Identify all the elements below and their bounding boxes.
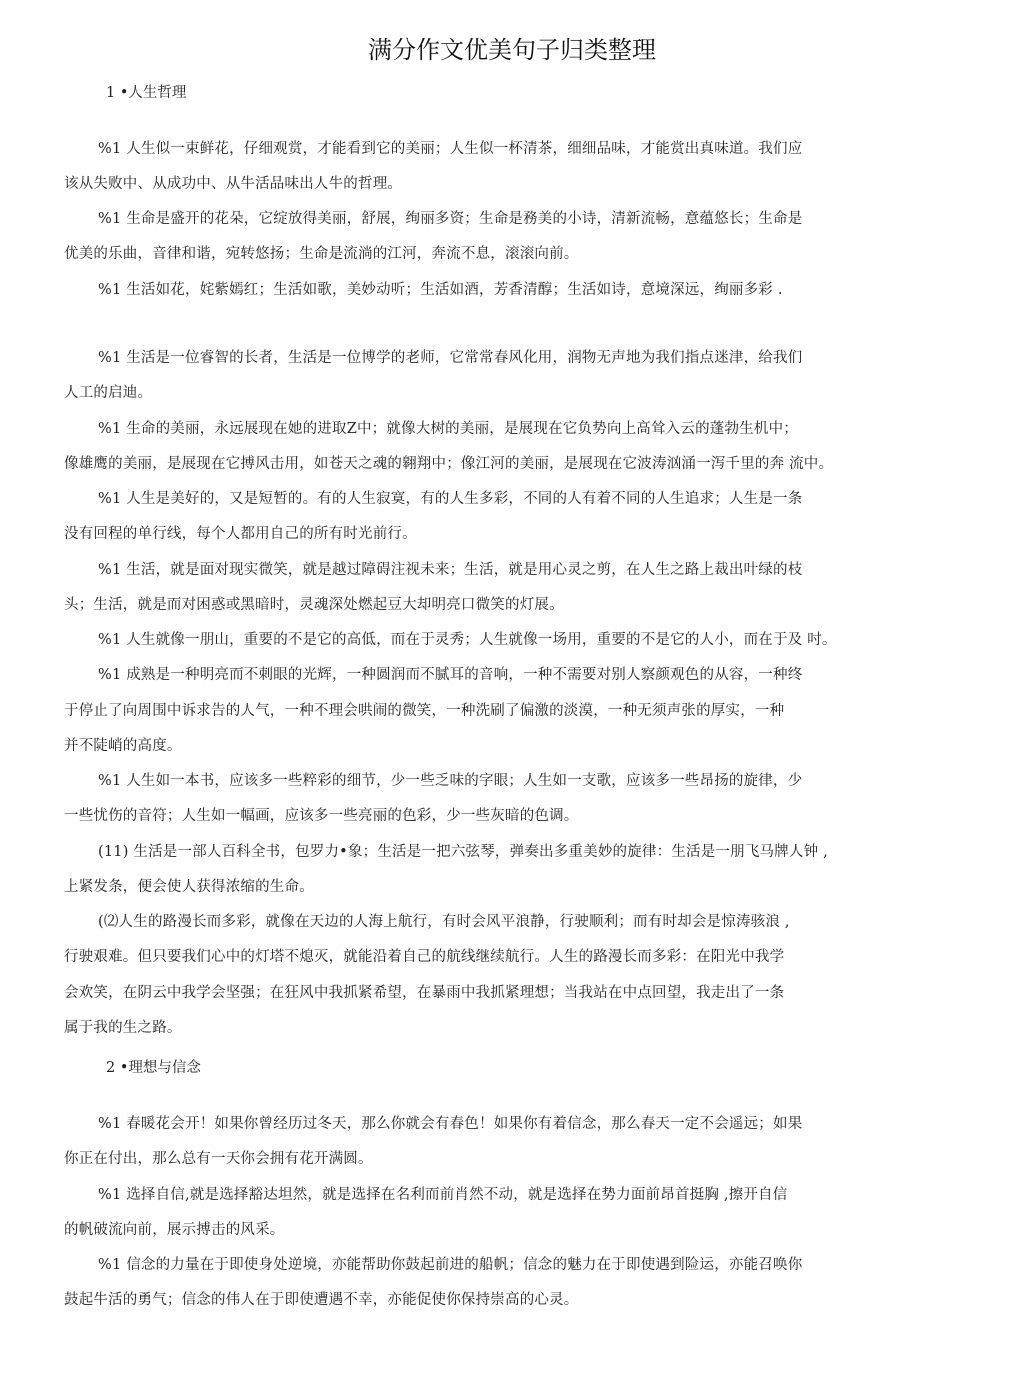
paragraph-line: %1 选择自信,就是选择豁达坦然，就是选择在名利而前肖然不动，就是选择在势力面前昂首挺胸 ,擦开自信 [98, 1187, 788, 1203]
paragraph-line: %1 生命是盛开的花朵，它绽放得美丽，舒展，绚丽多资；生命是務美的小诗，清新流畅，意蕴悠长；生命是 [98, 211, 803, 227]
paragraph-line: %1 生活，就是面对现实微笑，就是越过障碍注视未来；生活，就是用心灵之剪，在人生之路上裁出叶绿的枝 [98, 562, 803, 578]
paragraph-line: 的帆破流向前，展示搏击的风采。 [64, 1222, 285, 1238]
paragraph-line: %1 人生是美好的，又是短暂的。有的人生寂寞，有的人生多彩，不同的人有着不同的人生追求；人生是一条 [98, 491, 803, 507]
paragraph-line: 一些忧伤的音符；人生如一幅画，应该多一些亮丽的色彩，少一些灰暗的色调。 [64, 808, 579, 824]
paragraph-line: 头；生活，就是而对困惑或黑暗时，灵魂深处燃起豆大却明亮口微笑的灯展。 [64, 597, 564, 613]
paragraph-line: %1 人生似一束鲜花，仔细观赏，才能看到它的美丽；人生似一杯清茶，细细品味，才能赏出真味道。我们应 [98, 141, 803, 157]
paragraph-line: %1 人生就像一朋山，重要的不是它的高低，而在于灵秀；人生就像一场用，重要的不是它的人小，而在于及 吋。 [98, 632, 837, 648]
paragraph-line: %1 信念的力量在于即使身处逆境，亦能帮助你鼓起前进的船帆；信念的魅力在于即使遇到险运，亦能召唤你 [98, 1257, 803, 1273]
paragraph-line: %1 生活如花，姹紫嫣红；生活如歌，美妙动听；生活如酒，芳香清醇；生活如诗，意境深远，绚丽多彩 . [98, 282, 783, 298]
paragraph-line: 像雄鹰的美丽，是展现在它搏风击用，如苍天之魂的翱翔中；像江河的美丽，是展现在它波涛汹涌一泻千里的奔 流中。 [64, 456, 834, 472]
paragraph-line: %1 生命的美丽，永远展现在她的进取Z中；就像大树的美丽，是展现在它负势向上高耸入云的蓬勃生机中； [98, 421, 798, 437]
paragraph-line: 并不陡峭的高度。 [64, 738, 182, 754]
paragraph-line: 优美的乐曲，音律和谐，宛转悠扬；生命是流淌的江河，奔流不息，滚滚向前。 [64, 246, 579, 262]
section-heading-ideals-and-beliefs: 2 •理想与信念 [106, 1060, 201, 1076]
paragraph-line: %1 春暖花会开！如果你曾经历过冬天，那么你就会有春色！如果你有着信念，那么春天一定不会遥远；如果 [98, 1116, 803, 1132]
paragraph-line: (⑵人生的路漫长而多彩，就像在天边的人海上航行，有时会风平浪静，行驶顺利；而有时却会是惊涛骇浪 , [98, 914, 790, 930]
paragraph-line: 该从失败中、从成功中、从牛活品味出人牛的哲理。 [64, 176, 403, 192]
paragraph-line: %1 成熟是一种明亮而不刺眼的光辉，一种圆润而不腻耳的音响，一种不需要对别人察颜观色的从容，一种终 [98, 667, 803, 683]
paragraph-line: 会欢笑，在阴云中我学会坚强；在狂风中我抓紧希望，在暴雨中我抓紧理想；当我站在中点回望，我走出了一条 [64, 985, 785, 1001]
paragraph-line: 行驶艰难。但只要我们心中的灯塔不熄灭，就能沿着自己的航线继续航行。人生的路漫长而多彩：在阳光中我学 [64, 949, 785, 965]
page-title: 满分作文优美句子归类整理 [368, 36, 656, 64]
paragraph-line: 属于我的生之路。 [64, 1020, 182, 1036]
paragraph-line: %1 生活是一位睿智的长者，生活是一位博学的老师，它常常春风化用，润物无声地为我们指点迷津，给我们 [98, 350, 803, 366]
paragraph-line: 上紧发条，便会使人获得浓缩的生命。 [64, 879, 314, 895]
paragraph-line: %1 人生如一本书，应该多一些粹彩的细节，少一些乏味的字眼；人生如一支歌，应该多一些昂扬的旋律，少 [98, 773, 803, 789]
paragraph-line: 没有回程的单行线，每个人都用自己的所有时光前行。 [64, 526, 417, 542]
paragraph-line: 于停止了向周围中诉求告的人气，一种不理会哄闹的微笑，一种洗刷了偏激的淡漠，一种无须声张的厚实，一种 [64, 703, 785, 719]
paragraph-line: 你正在付出，那么总有一天你会拥有花开满圆。 [64, 1151, 373, 1167]
paragraph-line: (11) 生活是一部人百科全书，包罗力•象；生活是一把六弦琴，弹奏出多重美妙的旋律：生活是一朋飞马牌人钟 , [98, 844, 828, 860]
section-heading-life-philosophy: 1 •人生哲理 [106, 85, 187, 101]
paragraph-line: 鼓起牛活的勇气；信念的伟人在于即使遭遇不幸，亦能促使你保持崇高的心灵。 [64, 1292, 579, 1308]
paragraph-line: 人工的启迪。 [64, 385, 153, 401]
